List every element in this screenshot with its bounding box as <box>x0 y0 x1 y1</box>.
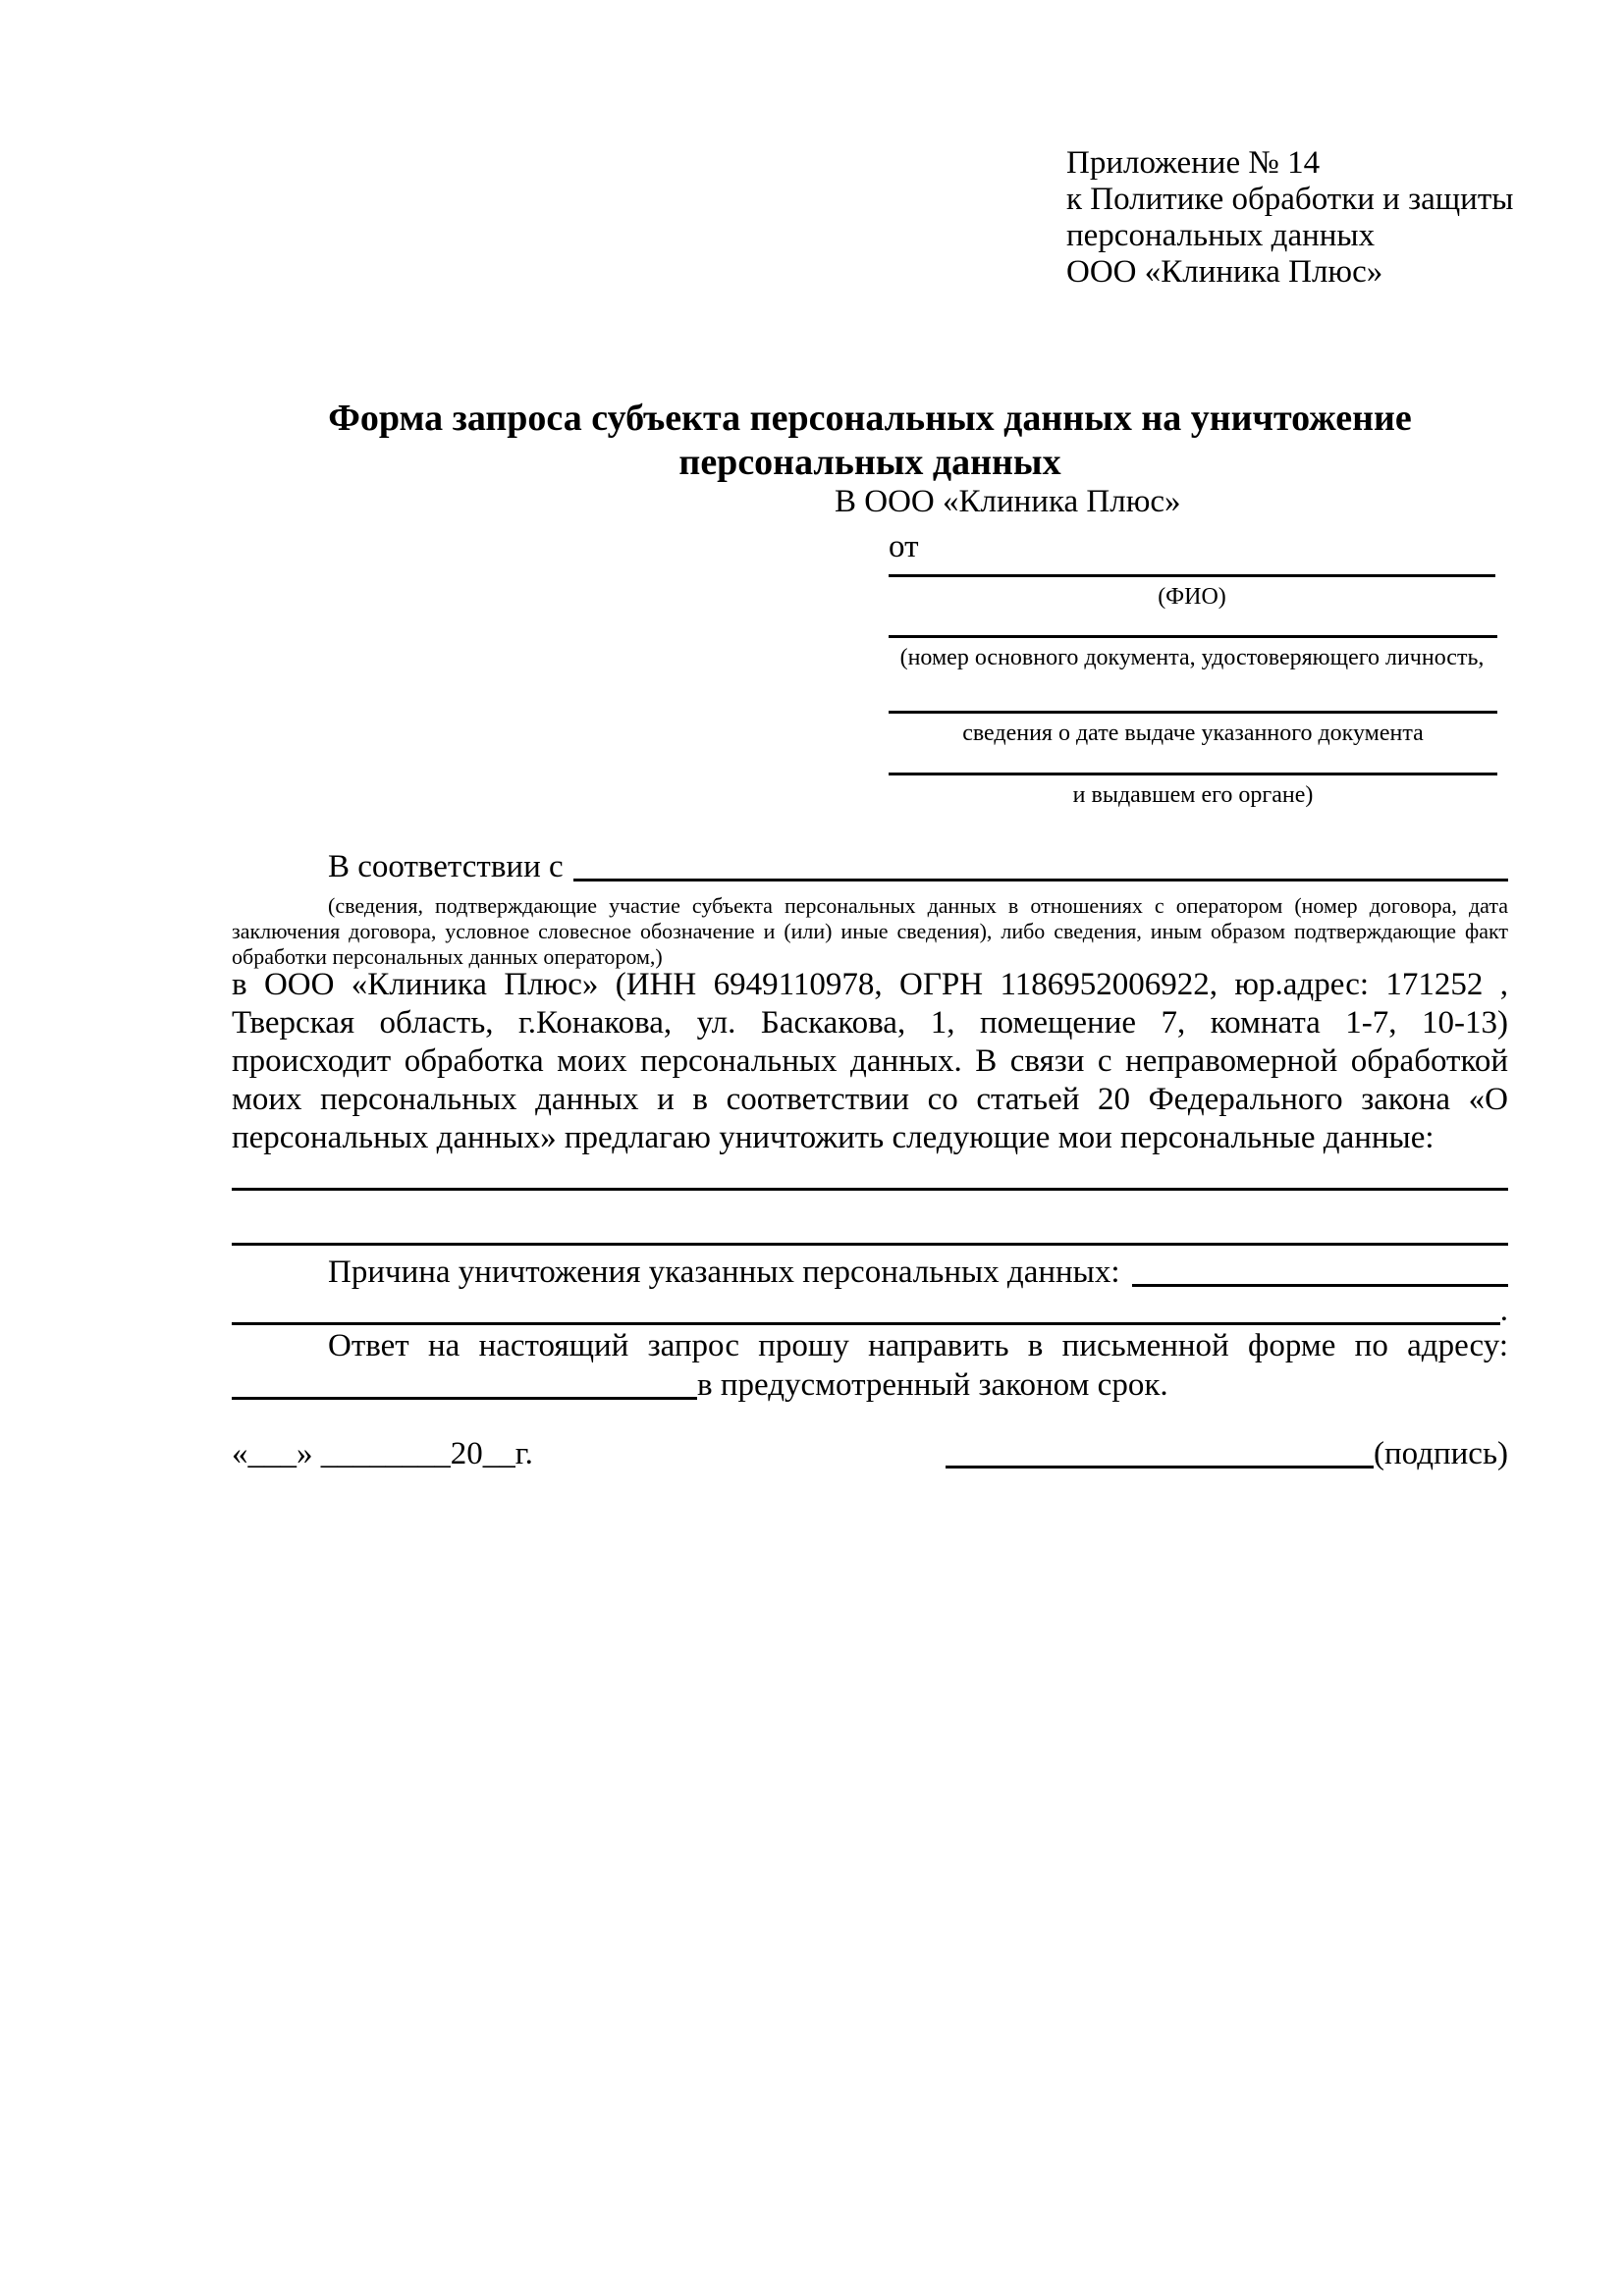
issuing-authority-blank-line <box>889 773 1497 775</box>
appendix-header-line-4: ООО «Клиника Плюс» <box>1066 254 1383 290</box>
reason-blank-line-2 <box>232 1292 1500 1325</box>
answer-request-line: Ответ на настоящий запрос прошу направить в письменной форме по адресу: <box>328 1328 1508 1363</box>
paragraph-indent <box>232 848 328 886</box>
note-line-1: (сведения, подтверждающие участие субъекта персональных данных в отношениях с оператором (номер договора, дата <box>328 893 1508 918</box>
body-line-3: происходит обработка моих персональных данных. В связи с неправомерной обработкой <box>232 1043 1508 1079</box>
signature-spacer <box>533 1435 946 1473</box>
from-label: от <box>889 529 919 564</box>
accordance-row <box>232 848 1508 886</box>
signature-caption: (подпись) <box>1374 1436 1508 1471</box>
body-paragraph <box>232 966 1508 1157</box>
accordance-note <box>232 893 1508 970</box>
reason-row <box>232 1254 1508 1292</box>
document-title-line-1: Форма запроса субъекта персональных данных на уничтожение <box>328 398 1412 439</box>
document-number-caption: (номер основного документа, удостоверяющего личность, <box>899 645 1485 670</box>
fio-blank-line <box>889 574 1495 577</box>
note-line-3: обработки персональных данных оператором,) <box>232 944 663 969</box>
accordance-blank-line <box>573 848 1508 881</box>
issue-date-blank-line <box>889 711 1497 714</box>
appendix-header <box>1066 145 1513 291</box>
appendix-header-line-3: персональных данных <box>1066 218 1376 253</box>
body-line-5: персональных данных» предлагаю уничтожить следующие мои персональные данные: <box>232 1120 1435 1155</box>
date-blank: «___» ________20__г. <box>232 1436 533 1471</box>
accordance-lead: В соответствии с <box>328 849 564 884</box>
address-tail-text: в предусмотренный законом срок. <box>697 1367 1168 1403</box>
document-title <box>232 397 1508 485</box>
personal-data-blank-line-2 <box>232 1243 1508 1246</box>
signature-blank-line <box>946 1435 1374 1468</box>
document-title-line-2: персональных данных <box>678 442 1061 483</box>
body-line-1: в ООО «Клиника Плюс» (ИНН 6949110978, ОГРН 1186952006922, юр.адрес: 171252 , <box>232 967 1508 1002</box>
reason-period: . <box>1499 1293 1508 1328</box>
appendix-header-line-1: Приложение № 14 <box>1066 145 1321 181</box>
issuing-authority-caption: и выдавшем его органе) <box>1072 782 1314 808</box>
issue-date-caption: сведения о дате выдаче указанного документа <box>962 721 1424 746</box>
body-line-4: моих персональных данных и в соответствии со статьей 20 Федерального закона «О <box>232 1082 1508 1117</box>
signature-row <box>232 1435 1508 1473</box>
paragraph-indent <box>232 1254 328 1292</box>
note-line-2: заключения договора, условное словесное обозначение и (или) иные сведения), либо сведения, иным образом подтверждающие факт <box>232 919 1508 943</box>
document-number-blank-line <box>889 635 1497 638</box>
fio-caption: (ФИО) <box>1158 584 1226 610</box>
personal-data-blank-line-1 <box>232 1188 1508 1191</box>
addressee-line: В ООО «Клиника Плюс» <box>835 484 1181 519</box>
reason-continuation-row <box>232 1292 1508 1330</box>
address-row <box>232 1366 1508 1405</box>
reason-blank-line <box>1132 1254 1508 1287</box>
body-line-2: Тверская область, г.Конакова, ул. Баскакова, 1, помещение 7, комната 1-7, 10-13) <box>232 1005 1508 1041</box>
reason-label: Причина уничтожения указанных персональных данных: <box>328 1255 1120 1290</box>
address-blank-line <box>232 1366 697 1400</box>
appendix-header-line-2: к Политике обработки и защиты <box>1066 182 1514 217</box>
